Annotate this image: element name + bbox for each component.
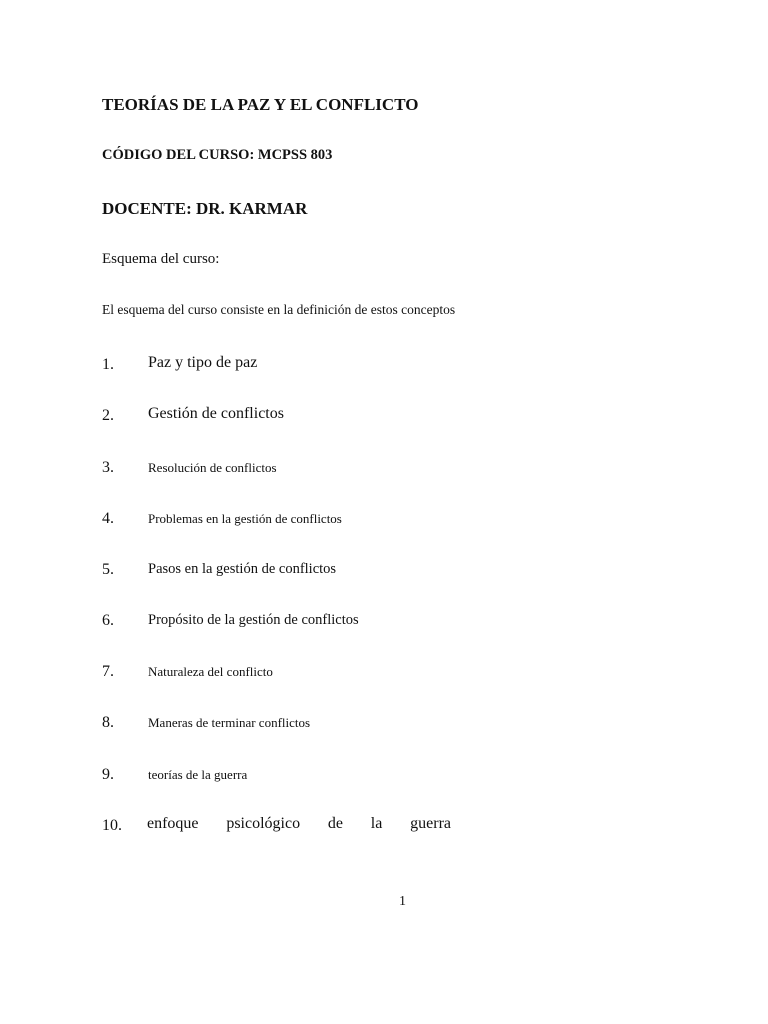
list-item-number: 2.	[102, 407, 114, 424]
list-item	[102, 814, 462, 834]
list-item-label: Gestión de conflictos	[148, 405, 284, 422]
teacher-name: DOCENTE: DR. KARMAR	[102, 199, 308, 218]
list-item-label: Maneras de terminar conflictos	[148, 715, 311, 730]
list-item-number: 4.	[102, 510, 114, 527]
outline-heading: Esquema del curso:	[102, 251, 220, 267]
list-item-number: 3.	[102, 459, 114, 476]
document-title: TEORÍAS DE LA PAZ Y EL CONFLICTO	[102, 95, 419, 114]
list-item-number: 5.	[102, 561, 114, 578]
list-item	[102, 353, 462, 373]
list-item-number: 10.	[102, 817, 122, 834]
list-item-number: 7.	[102, 663, 114, 680]
list-item-label: Problemas en la gestión de conflictos	[148, 511, 342, 526]
list-item-number: 6.	[102, 612, 114, 629]
list-item-number: 9.	[102, 766, 114, 783]
list-item-label: Resolución de conflictos	[148, 460, 277, 475]
list-item-label: Pasos en la gestión de conflictos	[148, 560, 337, 577]
outline-intro: El esquema del curso consiste en la definición de estos conceptos	[102, 302, 456, 317]
list-item	[102, 711, 462, 731]
list-item-label: Propósito de la gestión de conflictos	[148, 611, 359, 628]
list-item-label: Paz y tipo de paz	[148, 354, 258, 371]
list-item	[102, 558, 462, 578]
list-item-number: 1.	[102, 356, 114, 373]
list-item	[102, 609, 462, 629]
list-item	[102, 404, 462, 424]
list-item	[102, 763, 462, 783]
page-number: 1	[399, 894, 406, 909]
list-item-number: 8.	[102, 714, 114, 731]
list-item-label: teorías de la guerra	[148, 767, 248, 782]
list-item-label: Naturaleza del conflicto	[148, 664, 273, 679]
list-item	[102, 456, 462, 476]
list-item	[102, 507, 462, 527]
course-code: CÓDIGO DEL CURSO: MCPSS 803	[102, 147, 333, 163]
list-item-label: enfoque psicológico de la guerra	[147, 815, 451, 832]
list-item	[102, 660, 462, 680]
